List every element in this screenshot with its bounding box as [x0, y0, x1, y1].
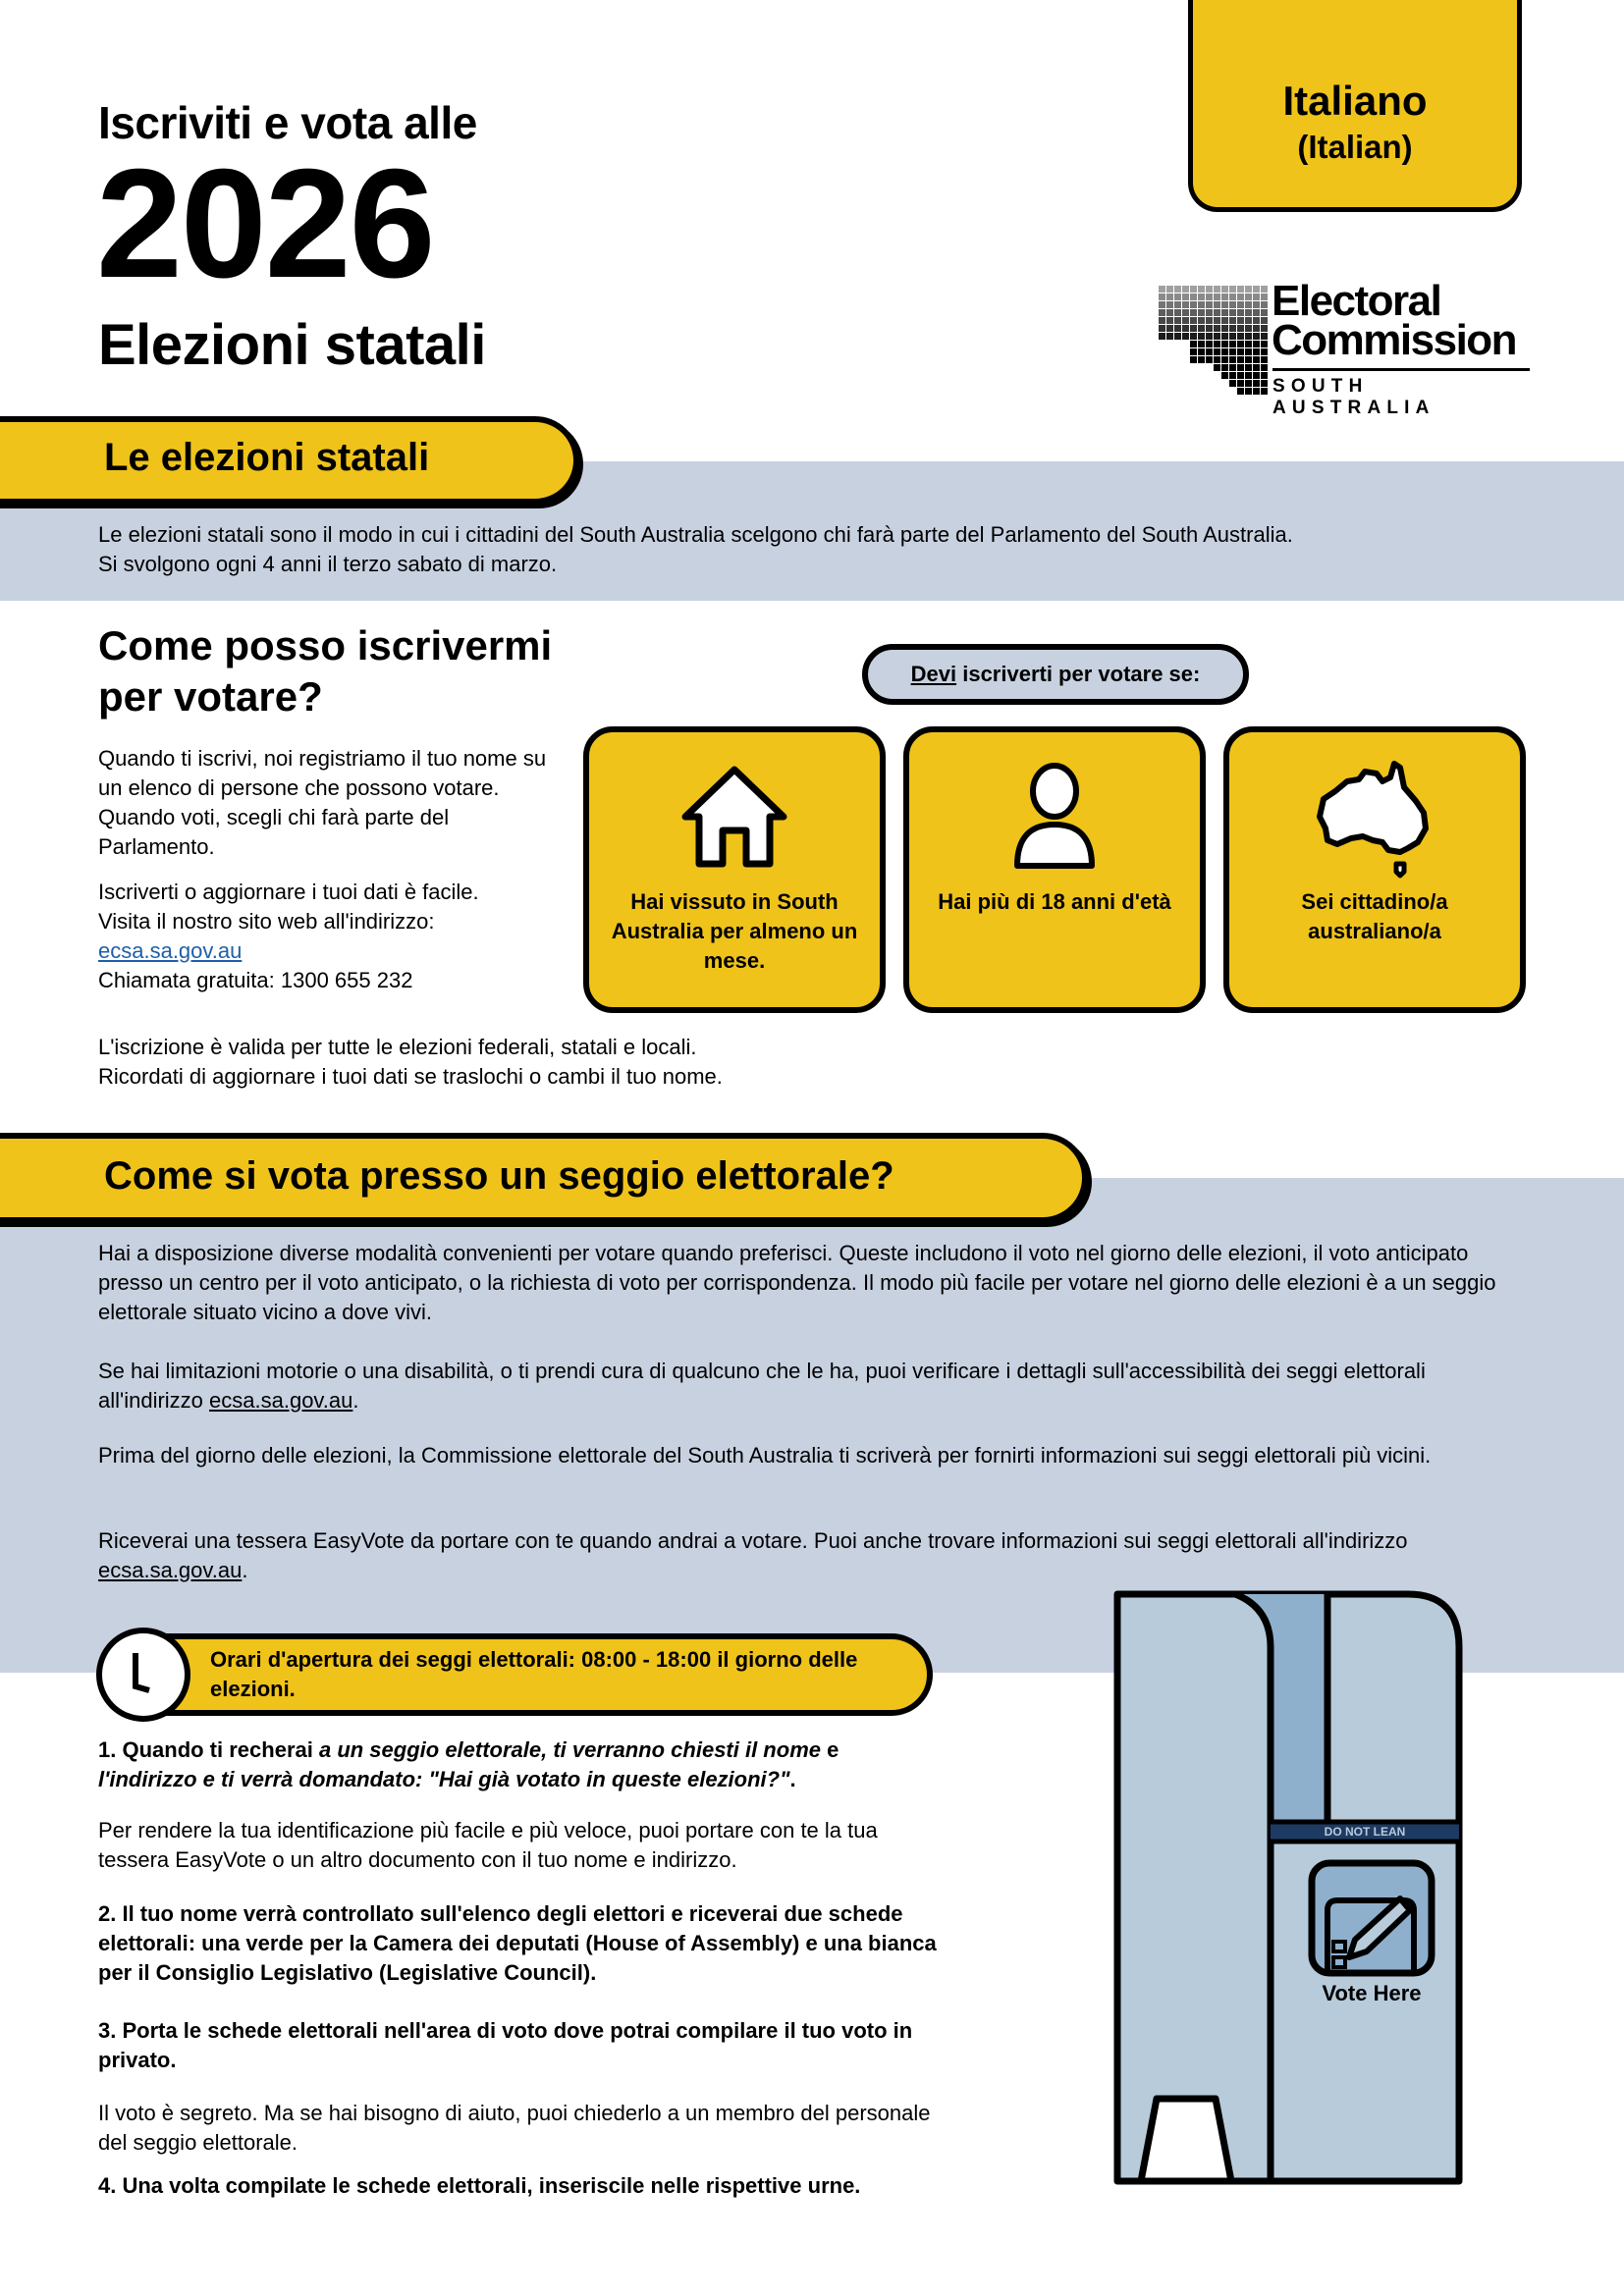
logo-line-3: SOUTH AUSTRALIA	[1272, 376, 1435, 418]
logo-line-2: Commission	[1272, 316, 1517, 364]
section3-heading-pill	[0, 1133, 1088, 1223]
section2-para-2-line-2: Visita il nostro sito web all'indirizzo:	[98, 909, 435, 934]
section2-para-2-line-1: Iscriverti o aggiornare i tuoi dati è facile.	[98, 880, 479, 904]
section3-para-2-end: .	[352, 1388, 359, 1413]
logo-rule	[1272, 368, 1530, 371]
step-3-note: Il voto è segreto. Ma se hai bisogno di aiuto, puoi chiederlo a un membro del personale del seggio elettorale.	[98, 2101, 931, 2155]
opening-hours-banner	[96, 1628, 933, 1722]
requirement-card-age	[903, 726, 1206, 1013]
section3-para-3: Prima del giorno delle elezioni, la Commissione elettorale del South Australia ti scriverà per fornirti informazioni sui seggi elettorali più vicini.	[98, 1443, 1432, 1468]
requirement-card-residence	[583, 726, 886, 1013]
language-name: Italiano	[1282, 78, 1428, 124]
step-1-number: 1.	[98, 1737, 123, 1762]
requirements-label	[862, 644, 1249, 705]
section2-heading	[98, 620, 552, 722]
logo-pixel-map-icon	[1159, 286, 1269, 403]
step-2: 2. Il tuo nome verrà controllato sull'elenco degli elettori e riceverai due schede elettorali: una verde per la Camera dei deputati (House of Assembly) e una bianca per il Consiglio Legislativo (Legislative Council).	[98, 1901, 937, 1985]
vote-here-label: Vote Here	[1322, 1981, 1422, 2005]
section3-heading: Come si vota presso un seggio elettorale?	[104, 1154, 894, 1198]
website-link[interactable]: ecsa.sa.gov.au	[98, 938, 243, 963]
section1-line-1: Le elezioni statali sono il modo in cui i cittadini del South Australia scelgono chi farà parte del Parlamento del South Australia.	[98, 522, 1293, 547]
step-3: 3. Porta le schede elettorali nell'area di voto dove potrai compilare il tuo voto in privato.	[98, 2018, 913, 2072]
do-not-lean-sign: DO NOT LEAN	[1324, 1825, 1406, 1839]
accessibility-link[interactable]: ecsa.sa.gov.au	[209, 1388, 353, 1413]
phone-number: Chiamata gratuita: 1300 655 232	[98, 968, 413, 992]
requirement-text-citizenship: Sei cittadino/a australiano/a	[1301, 889, 1448, 943]
section2-para-3	[98, 1033, 982, 1092]
voting-booth-icon	[1113, 1588, 1487, 2199]
section2-para-3-line-2: Ricordati di aggiornare i tuoi dati se traslochi o cambi il tuo nome.	[98, 1064, 723, 1089]
section1-line-2: Si svolgono ogni 4 anni il terzo sabato di marzo.	[98, 552, 558, 576]
language-badge	[1188, 0, 1522, 212]
section1-text	[98, 520, 1532, 579]
requirement-text-age: Hai più di 18 anni d'età	[938, 889, 1171, 914]
section1-heading-pill	[0, 416, 579, 505]
step-1-text-e: .	[789, 1767, 796, 1791]
step-1-note: Per rendere la tua identificazione più facile e più veloce, puoi portare con te la tua tessera EasyVote o un altro documento con il tuo nome e indirizzo.	[98, 1818, 878, 1872]
section2-para-1: Quando ti iscrivi, noi registriamo il tuo nome su un elenco di persone che possono votare. Quando voti, scegli chi farà parte del Parlamento.	[98, 746, 547, 859]
title-pretext: Iscriviti e vota alle	[98, 97, 477, 148]
clock-hands-icon	[102, 1633, 185, 1716]
section2-heading-line-1: Come posso iscrivermi	[98, 622, 553, 668]
requirements-label-rest: iscriverti per votare se:	[956, 662, 1201, 686]
section3-para-2-text: Se hai limitazioni motorie o una disabilità, o ti prendi cura di qualcuno che le ha, puoi verificare i dettagli sull'accessibilità dei seggi elettorali all'indirizzo	[98, 1359, 1426, 1413]
step-1	[98, 1735, 933, 1794]
section3-para-4	[98, 1526, 1512, 1585]
voting-booth-illustration	[1113, 1588, 1487, 2199]
person-icon	[996, 758, 1113, 876]
section2-heading-line-2: per votare?	[98, 673, 323, 720]
polling-info-link[interactable]: ecsa.sa.gov.au	[98, 1558, 243, 1582]
section3-para-4-text: Riceverai una tessera EasyVote da portare con te quando andrai a votare. Puoi anche trovare informazioni sui seggi elettorali all'indirizzo	[98, 1528, 1408, 1553]
ecsa-logo	[1159, 277, 1532, 418]
section1-heading: Le elezioni statali	[104, 436, 430, 479]
requirements-label-emphasis: Devi	[910, 662, 957, 686]
section3-para-1: Hai a disposizione diverse modalità convenienti per votare quando preferisci. Queste includono il voto nel giorno delle elezioni, il voto anticipato presso un centro per il voto anticipato, o la richiesta di voto per corrispondenza. Il modo più facile per votare nel giorno delle elezioni è a un seggio elettorale situato vicino a dove vivi.	[98, 1241, 1496, 1324]
step-1-text-b: a un seggio elettorale, ti verranno chiesti il nome	[318, 1737, 821, 1762]
requirement-text-residence: Hai vissuto in South Australia per almeno un mese.	[611, 889, 858, 973]
logo-line-1: Electoral	[1272, 277, 1441, 325]
opening-hours-text: Orari d'apertura dei seggi elettorali: 08:00 - 18:00 il giorno delle elezioni.	[210, 1647, 858, 1701]
section3-para-4-end: .	[242, 1558, 248, 1582]
title-year: 2026	[96, 137, 434, 310]
section2-para-2	[98, 878, 609, 995]
australia-map-icon	[1306, 758, 1443, 885]
section3-para-2	[98, 1357, 1512, 1415]
step-1-text-a: Quando ti recherai	[122, 1737, 319, 1762]
requirement-card-citizenship	[1223, 726, 1526, 1013]
clock-icon	[96, 1628, 190, 1722]
section2-para-3-line-1: L'iscrizione è valida per tutte le elezioni federali, statali e locali.	[98, 1035, 697, 1059]
title-main: Elezioni statali	[98, 313, 486, 377]
step-1-text-d: l'indirizzo e ti verrà domandato: "Hai già votato in queste elezioni?"	[98, 1767, 790, 1791]
language-name-english: (Italian)	[1297, 129, 1413, 165]
step-4: 4. Una volta compilate le schede elettorali, inseriscile nelle rispettive urne.	[98, 2173, 861, 2198]
house-icon	[676, 758, 793, 876]
step-1-text-c: e	[821, 1737, 839, 1762]
